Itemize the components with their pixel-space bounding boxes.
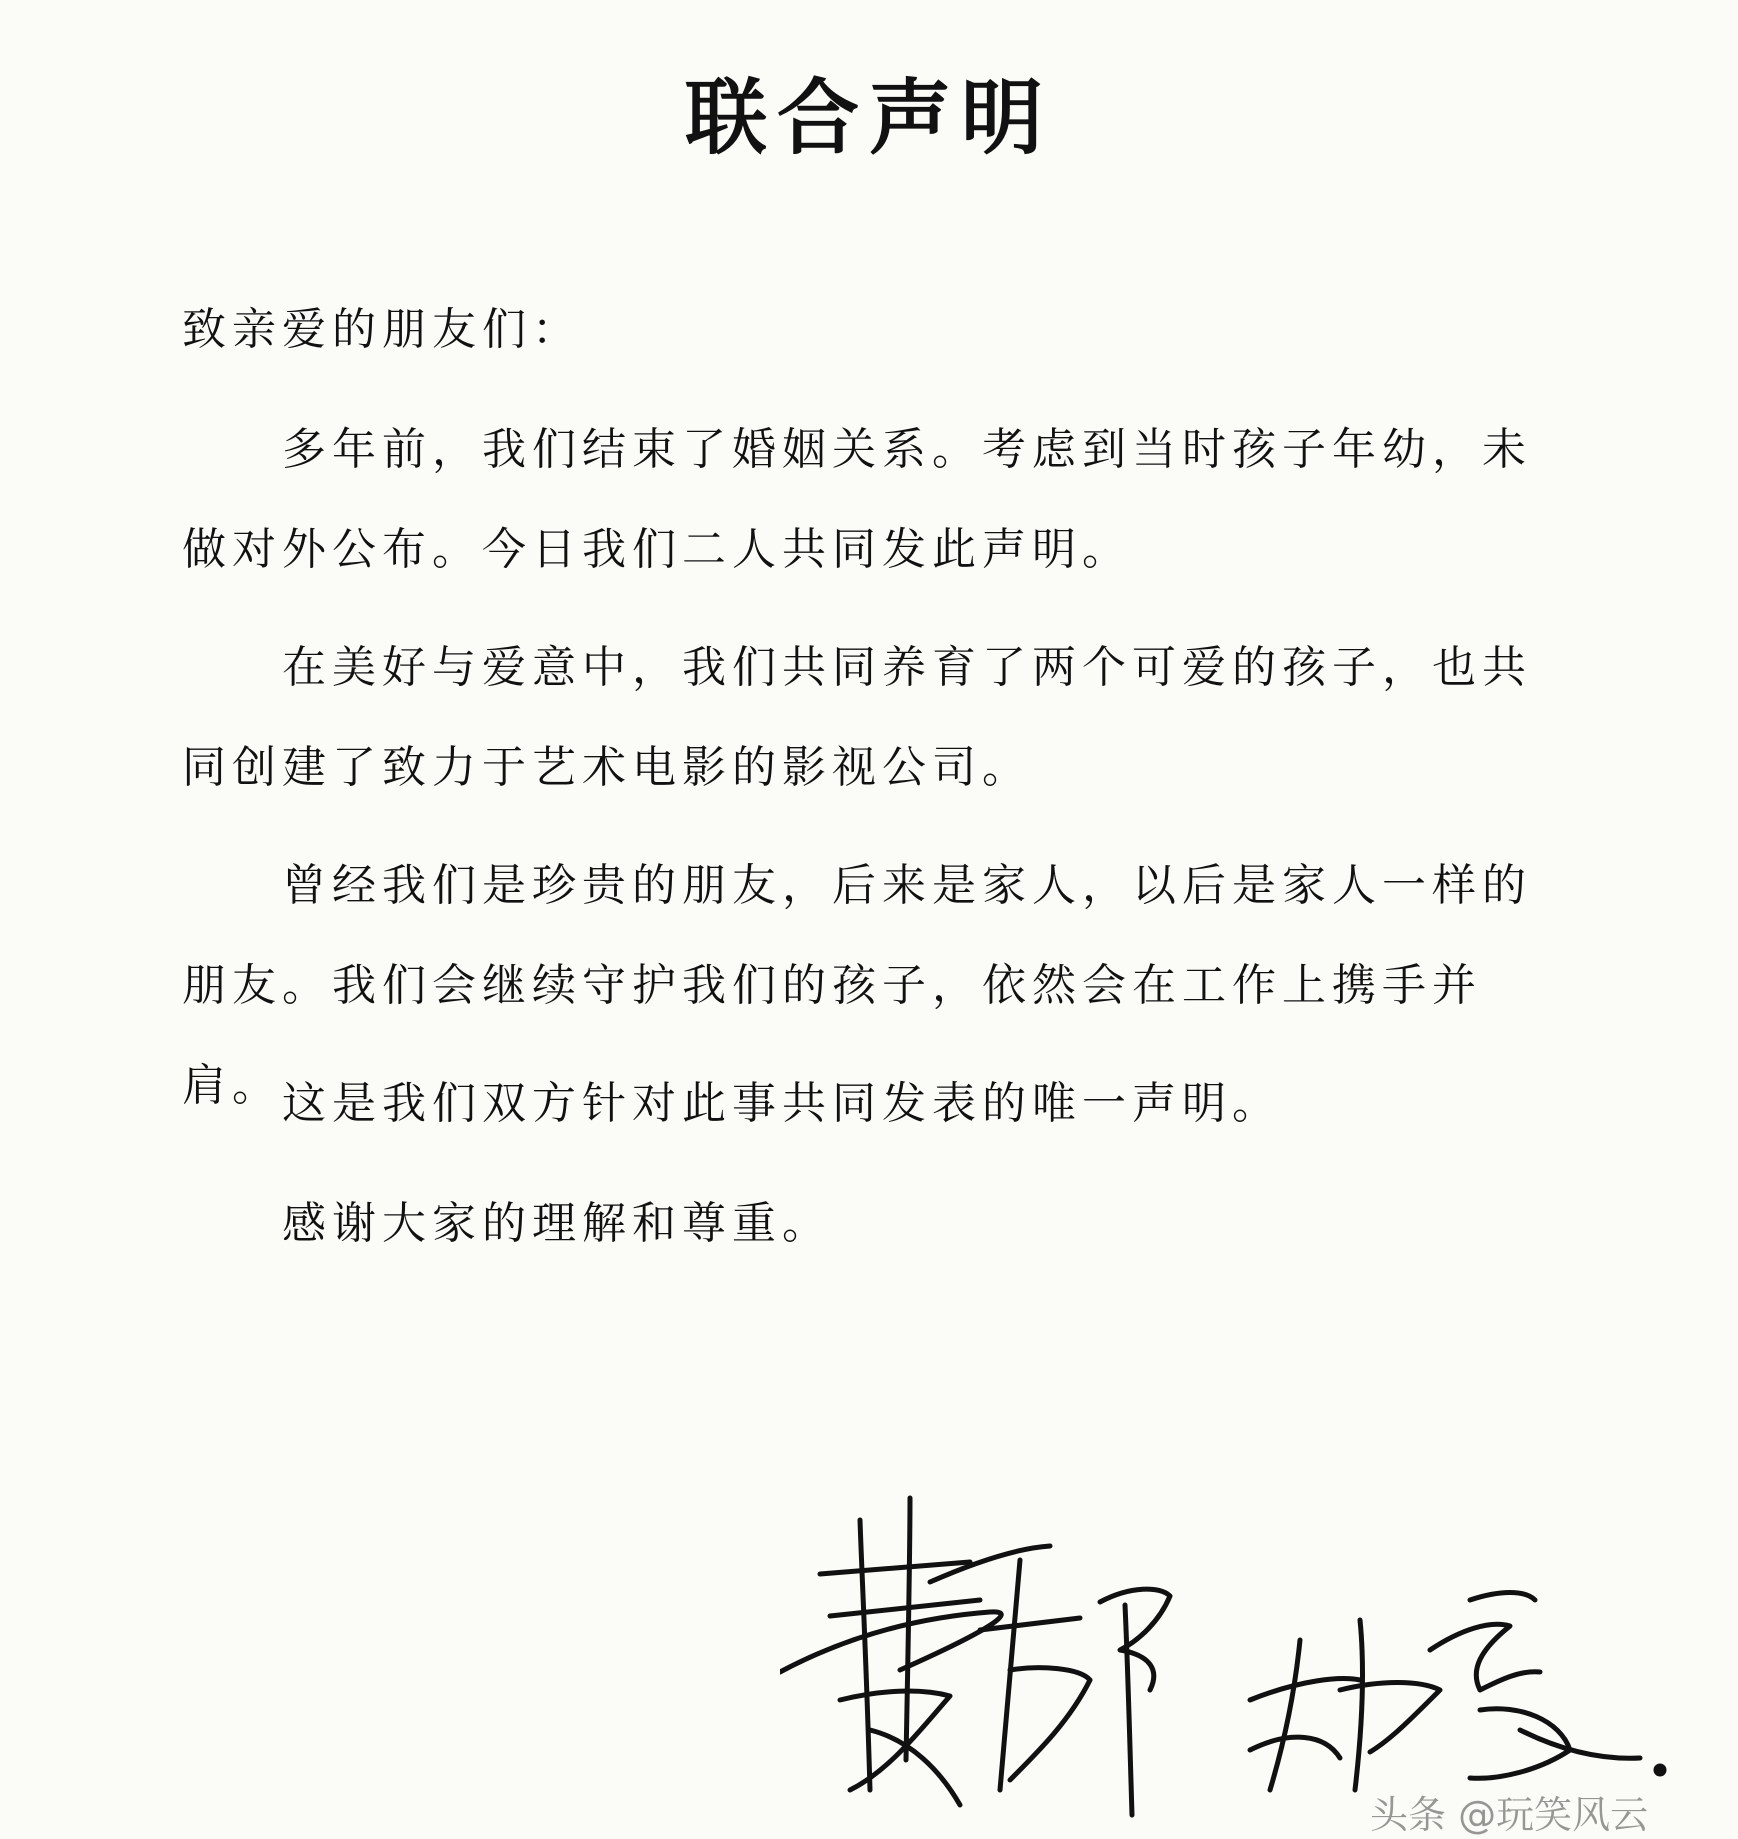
paragraph-5: 感谢大家的理解和尊重。: [282, 1198, 832, 1249]
handwritten-signatures: [780, 1490, 1680, 1818]
greeting: 致亲爱的朋友们：: [182, 304, 582, 355]
paragraph-2: 在美好与爱意中，我们共同养育了两个可爱的孩子，也共同创建了致力于艺术电影的影视公司。: [182, 642, 1532, 793]
paragraph-1: 多年前，我们结束了婚姻关系。考虑到当时孩子年幼，未做对外公布。今日我们二人共同发此声明。: [182, 424, 1532, 575]
signature-cao-yu: [780, 1498, 1170, 1815]
signature-yao-chen: [1250, 1593, 1664, 1791]
paragraph-4: 这是我们双方针对此事共同发表的唯一声明。: [282, 1078, 1282, 1129]
paragraph-3: 曾经我们是珍贵的朋友，后来是家人，以后是家人一样的朋友。我们会继续守护我们的孩子，依然会在工作上携手并肩。: [182, 860, 1532, 1111]
watermark: 头条 @玩笑风云: [1370, 1793, 1649, 1837]
page-title: 联合声明: [684, 70, 1053, 166]
